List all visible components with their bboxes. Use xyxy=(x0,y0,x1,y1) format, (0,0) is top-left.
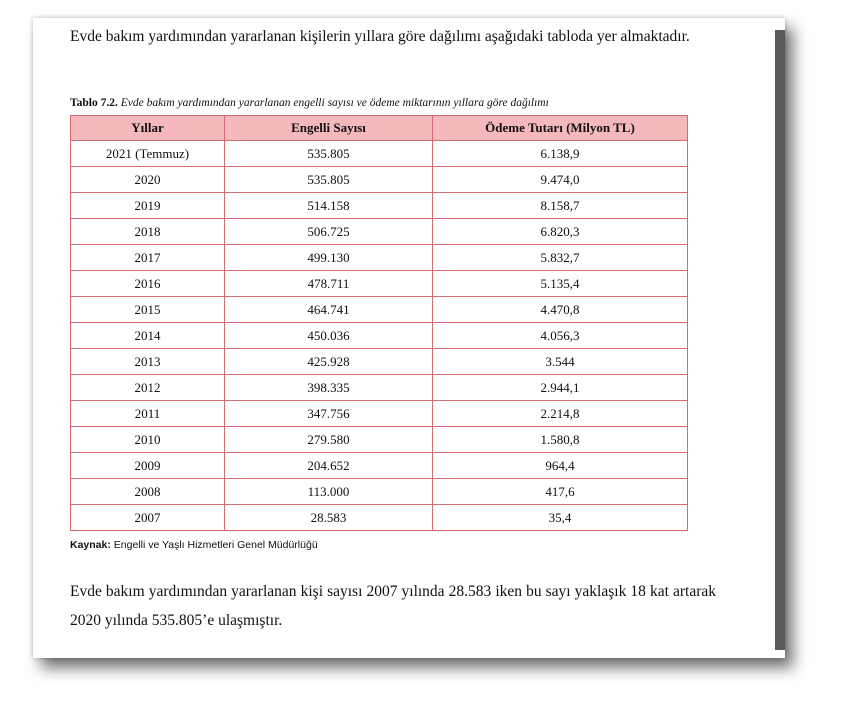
cell-disabled-count: 478.711 xyxy=(225,271,433,297)
cell-year: 2013 xyxy=(71,349,225,375)
cell-disabled-count: 506.725 xyxy=(225,219,433,245)
cell-year: 2016 xyxy=(71,271,225,297)
table-row xyxy=(71,505,688,531)
cell-disabled-count: 499.130 xyxy=(225,245,433,271)
cell-payment-amount: 4.056,3 xyxy=(433,323,688,349)
cell-year: 2011 xyxy=(71,401,225,427)
source-label: Kaynak: xyxy=(70,539,111,551)
table-row xyxy=(71,141,688,167)
cell-year: 2007 xyxy=(71,505,225,531)
cell-disabled-count: 450.036 xyxy=(225,323,433,349)
cell-disabled-count: 279.580 xyxy=(225,427,433,453)
closing-paragraph: Evde bakım yardımından yararlanan kişi sayısı 2007 yılında 28.583 iken bu sayı yaklaşık 18 kat artarak 2020 yılında 535.805’e ulaşmıştır. xyxy=(70,583,716,629)
table-row xyxy=(71,167,688,193)
table-row xyxy=(71,479,688,505)
cell-year: 2009 xyxy=(71,453,225,479)
cell-payment-amount: 4.470,8 xyxy=(433,297,688,323)
cell-disabled-count: 204.652 xyxy=(225,453,433,479)
source-text: Engelli ve Yaşlı Hizmetleri Genel Müdürlüğü xyxy=(113,539,318,551)
cell-disabled-count: 535.805 xyxy=(225,141,433,167)
table-row xyxy=(71,323,688,349)
document-page xyxy=(33,18,785,658)
cell-disabled-count: 398.335 xyxy=(225,375,433,401)
cell-disabled-count: 464.741 xyxy=(225,297,433,323)
table-caption-label: Tablo 7.2. xyxy=(70,97,118,109)
table-row xyxy=(71,271,688,297)
cell-year: 2008 xyxy=(71,479,225,505)
cell-payment-amount: 417,6 xyxy=(433,479,688,505)
cell-payment-amount: 964,4 xyxy=(433,453,688,479)
cell-disabled-count: 425.928 xyxy=(225,349,433,375)
cell-year: 2019 xyxy=(71,193,225,219)
cell-payment-amount: 3.544 xyxy=(433,349,688,375)
header-payment-amount: Ödeme Tutarı (Milyon TL) xyxy=(433,116,688,141)
table-row xyxy=(71,453,688,479)
table-caption xyxy=(70,97,549,109)
cell-year: 2017 xyxy=(71,245,225,271)
cell-payment-amount: 9.474,0 xyxy=(433,167,688,193)
table-row xyxy=(71,401,688,427)
cell-disabled-count: 535.805 xyxy=(225,167,433,193)
table-row xyxy=(71,375,688,401)
cell-disabled-count: 347.756 xyxy=(225,401,433,427)
cell-disabled-count: 28.583 xyxy=(225,505,433,531)
cell-year: 2012 xyxy=(71,375,225,401)
cell-payment-amount: 35,4 xyxy=(433,505,688,531)
cell-disabled-count: 514.158 xyxy=(225,193,433,219)
cell-year: 2021 (Temmuz) xyxy=(71,141,225,167)
page-edge-bar xyxy=(775,30,785,650)
cell-payment-amount: 5.832,7 xyxy=(433,245,688,271)
cell-payment-amount: 6.820,3 xyxy=(433,219,688,245)
table-row xyxy=(71,349,688,375)
cell-year: 2014 xyxy=(71,323,225,349)
header-years: Yıllar xyxy=(71,116,225,141)
intro-paragraph: Evde bakım yardımından yararlanan kişilerin yıllara göre dağılımı aşağıdaki tabloda yer almaktadır. xyxy=(70,28,690,45)
cell-year: 2020 xyxy=(71,167,225,193)
table-header-row xyxy=(71,116,688,141)
cell-year: 2010 xyxy=(71,427,225,453)
table-row xyxy=(71,427,688,453)
header-disabled-count: Engelli Sayısı xyxy=(225,116,433,141)
cell-year: 2018 xyxy=(71,219,225,245)
table-row xyxy=(71,245,688,271)
source-note xyxy=(70,539,318,551)
cell-year: 2015 xyxy=(71,297,225,323)
table-row xyxy=(71,193,688,219)
cell-payment-amount: 1.580,8 xyxy=(433,427,688,453)
table-row xyxy=(71,297,688,323)
table-caption-text: Evde bakım yardımından yararlanan engelli sayısı ve ödeme miktarının yıllara göre dağılımı xyxy=(120,97,549,109)
cell-disabled-count: 113.000 xyxy=(225,479,433,505)
cell-payment-amount: 2.214,8 xyxy=(433,401,688,427)
cell-payment-amount: 5.135,4 xyxy=(433,271,688,297)
table-row xyxy=(71,219,688,245)
data-table xyxy=(70,115,688,531)
cell-payment-amount: 6.138,9 xyxy=(433,141,688,167)
cell-payment-amount: 8.158,7 xyxy=(433,193,688,219)
cell-payment-amount: 2.944,1 xyxy=(433,375,688,401)
